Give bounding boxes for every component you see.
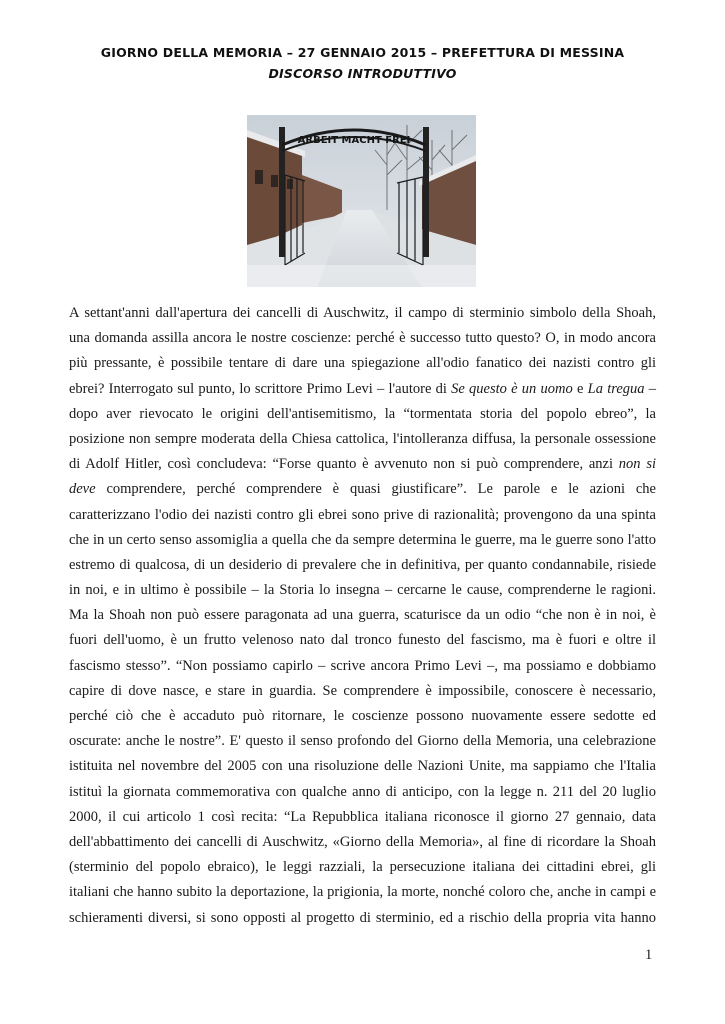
paragraph-text: A settant'anni dall'apertura dei cancelli di Auschwitz, il campo di sterminio simbolo della Shoah, [69,305,656,321]
paragraph-line [69,351,656,376]
paragraph-text: perché ciò che è accaduto può ritornare, le coscienze possono nuovamente essere sedotte ed [69,708,656,724]
paragraph-line [69,754,656,779]
page-number: 1 [645,947,653,963]
paragraph-text: ebrei? Interrogato sul punto, lo scrittore Primo Levi – l'autore di [69,380,452,397]
paragraph-line [69,578,656,603]
paragraph-text: 2000, il cui articolo 1 così recita: “La Repubblica italiana riconosce il giorno 27 gennaio, data [69,808,656,825]
paragraph-text: schieramenti diversi, si sono opposti al progetto di sterminio, ed a rischio della propria vita hanno [69,909,656,926]
paragraph-line [69,503,656,528]
paragraph-line [69,477,656,502]
auschwitz-gate-photo [247,115,476,287]
body-paragraph [69,301,656,931]
paragraph-text: dell'abbattimento dei cancelli di Auschwitz, «Giorno della Memoria», al fine di ricordare la Shoah [69,833,656,850]
paragraph-line [69,805,656,830]
paragraph-text: oscurate: anche le nostre”. E' questo il senso profondo del Giorno della Memoria, una celebrazione [69,733,656,750]
paragraph-text: una domanda assilla ancora le nostre coscienze: perché è successo tutto questo? O, in modo ancora [69,330,656,347]
paragraph-text: capire di dove nasce, e stare in guardia. Se comprendere è impossibile, conoscere è necessario, [69,682,656,699]
italic-title-text: Se questo è un uomo [451,380,573,397]
paragraph-text: dopo aver rievocato le origini dell'antisemitismo, la “tormentata storia del popolo ebreo”, la [69,405,656,422]
paragraph-text: che in un certo senso assomiglia a quella che da sempre determina le guerre, ma le guerre sono l'atto [69,531,656,548]
italic-title-text: non si [618,456,656,473]
gate-sign-text: ARBEIT MACHT FREI [297,135,411,146]
paragraph-text: istituita nel novembre del 2005 con una risoluzione delle Nazioni Unite, ma sappiamo che l'Italia [69,758,656,775]
paragraph-line [69,679,656,704]
paragraph-text: italiani che hanno subito la deportazione, la prigionia, la morte, nonché coloro che, anche in campi e [69,884,656,901]
paragraph-line [69,377,656,402]
paragraph-text: e [572,380,588,397]
paragraph-text: posizione non sempre moderata della Chiesa cattolica, l'intolleranza diffusa, la personale ossessione [69,430,656,447]
paragraph-line [69,704,656,729]
paragraph-text: più pressante, è possibile tentare di dare una spiegazione all'odio fanatico dei nazisti contro gli [69,355,656,372]
paragraph-line [69,402,656,427]
paragraph-line [69,452,656,477]
paragraph-line [69,729,656,754]
paragraph-text: fuori dell'uomo, è un frutto velenoso nato dal tronco funesto del fascismo, ma è fuori e oltre il [69,632,656,649]
paragraph-text: estremo di qualcosa, di un desiderio di prevalere che in definitiva, per quanto condannabile, risiede [69,556,656,573]
paragraph-line [69,880,656,905]
paragraph-text: Ma la Shoah non può essere paragonata ad una guerra, scaturisce da un odio “che non è in noi, è [69,607,656,624]
paragraph-line [69,553,656,578]
paragraph-line [69,301,656,326]
italic-title-text: La tregua [587,380,645,397]
paragraph-line [69,528,656,553]
paragraph-line [69,427,656,452]
paragraph-text: caratterizzano l'odio dei nazisti contro gli ebrei sono prive di razionalità; provengono da una spinta [69,506,656,523]
paragraph-text: istituì la giornata commemorativa con qualche anno di anticipo, con la legge n. 211 del 20 luglio [69,783,656,800]
paragraph-line [69,830,656,855]
document-title: GIORNO DELLA MEMORIA – 27 GENNAIO 2015 – PREFETTURA DI MESSINA [100,45,625,60]
italic-title-text: deve [69,481,96,498]
paragraph-line [69,603,656,628]
paragraph-text: di Adolf Hitler, così concludeva: “Forse quanto è avvenuto non si può comprendere, anzi [69,456,619,473]
paragraph-line [69,628,656,653]
paragraph-text: comprendere, perché comprendere è quasi giustificare”. Le parole e le azioni che [95,481,656,498]
paragraph-line [69,906,656,931]
paragraph-line [69,326,656,351]
paragraph-line [69,654,656,679]
paragraph-text: fascismo stesso”. “Non possiamo capirlo – scrive ancora Primo Levi –, ma possiamo e dobbiamo [69,657,656,674]
paragraph-line [69,855,656,880]
paragraph-text: in noi, e in ultimo è possibile – la Storia lo insegna – cercarne le cause, comprenderne le ragioni. [69,582,656,599]
document-subtitle: DISCORSO INTRODUTTIVO [268,66,457,81]
paragraph-line [69,780,656,805]
paragraph-text: (sterminio del popolo ebraico), le leggi razziali, la persecuzione italiana dei cittadini ebrei, gli [69,859,656,876]
paragraph-text: – [644,380,657,397]
